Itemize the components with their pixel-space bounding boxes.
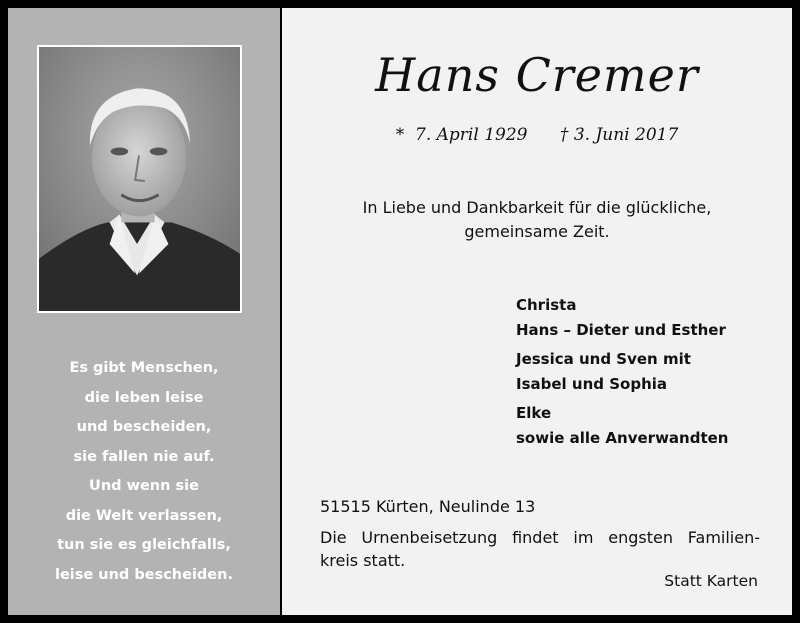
poem-line: Es gibt Menschen,	[69, 360, 219, 376]
poem-line: die Welt verlassen,	[65, 507, 223, 524]
mourner-line: Christa	[516, 296, 577, 314]
mourner-line: Isabel und Sophia	[516, 374, 668, 393]
statt-karten-note: Statt Karten	[664, 572, 758, 590]
left-panel	[8, 8, 280, 615]
dedication	[282, 196, 792, 244]
poem-line: die leben leise	[84, 389, 204, 406]
poem-line: leise und bescheiden.	[55, 566, 233, 583]
mourner-line: Jessica und Sven mit	[516, 350, 691, 368]
portrait-image	[39, 47, 240, 311]
poem-line: sie fallen nie auf.	[73, 448, 215, 465]
urn-notice-line: Die Urnenbeisetzung findet im engsten Familien-	[320, 528, 760, 547]
mourner-line: sowie alle Anverwandten	[516, 428, 729, 447]
life-dates	[282, 125, 792, 145]
death-date: † 3. Juni 2017	[559, 125, 679, 145]
mourner-line: Elke	[516, 404, 552, 422]
dedication-line: In Liebe und Dankbarkeit für die glückliche,	[362, 198, 712, 217]
poem	[8, 354, 280, 590]
mourner-line: Hans – Dieter und Esther	[516, 320, 726, 339]
address: 51515 Kürten, Neulinde 13	[320, 497, 536, 516]
urn-notice-line: kreis statt.	[320, 551, 406, 570]
mourner-group	[516, 347, 728, 396]
mourner-group	[516, 293, 728, 342]
mourner-group	[516, 401, 728, 450]
deceased-name: Hans Cremer	[375, 48, 699, 102]
poem-line: Und wenn sie	[89, 478, 199, 494]
right-panel	[282, 8, 792, 615]
poem-line: tun sie es gleichfalls,	[57, 537, 231, 553]
birth-date: * 7. April 1929	[395, 125, 528, 145]
portrait-photo	[37, 45, 242, 313]
dedication-line: gemeinsame Zeit.	[464, 222, 610, 241]
poem-line: und bescheiden,	[76, 419, 212, 435]
mourners-list	[516, 293, 728, 455]
urn-notice	[320, 526, 760, 572]
